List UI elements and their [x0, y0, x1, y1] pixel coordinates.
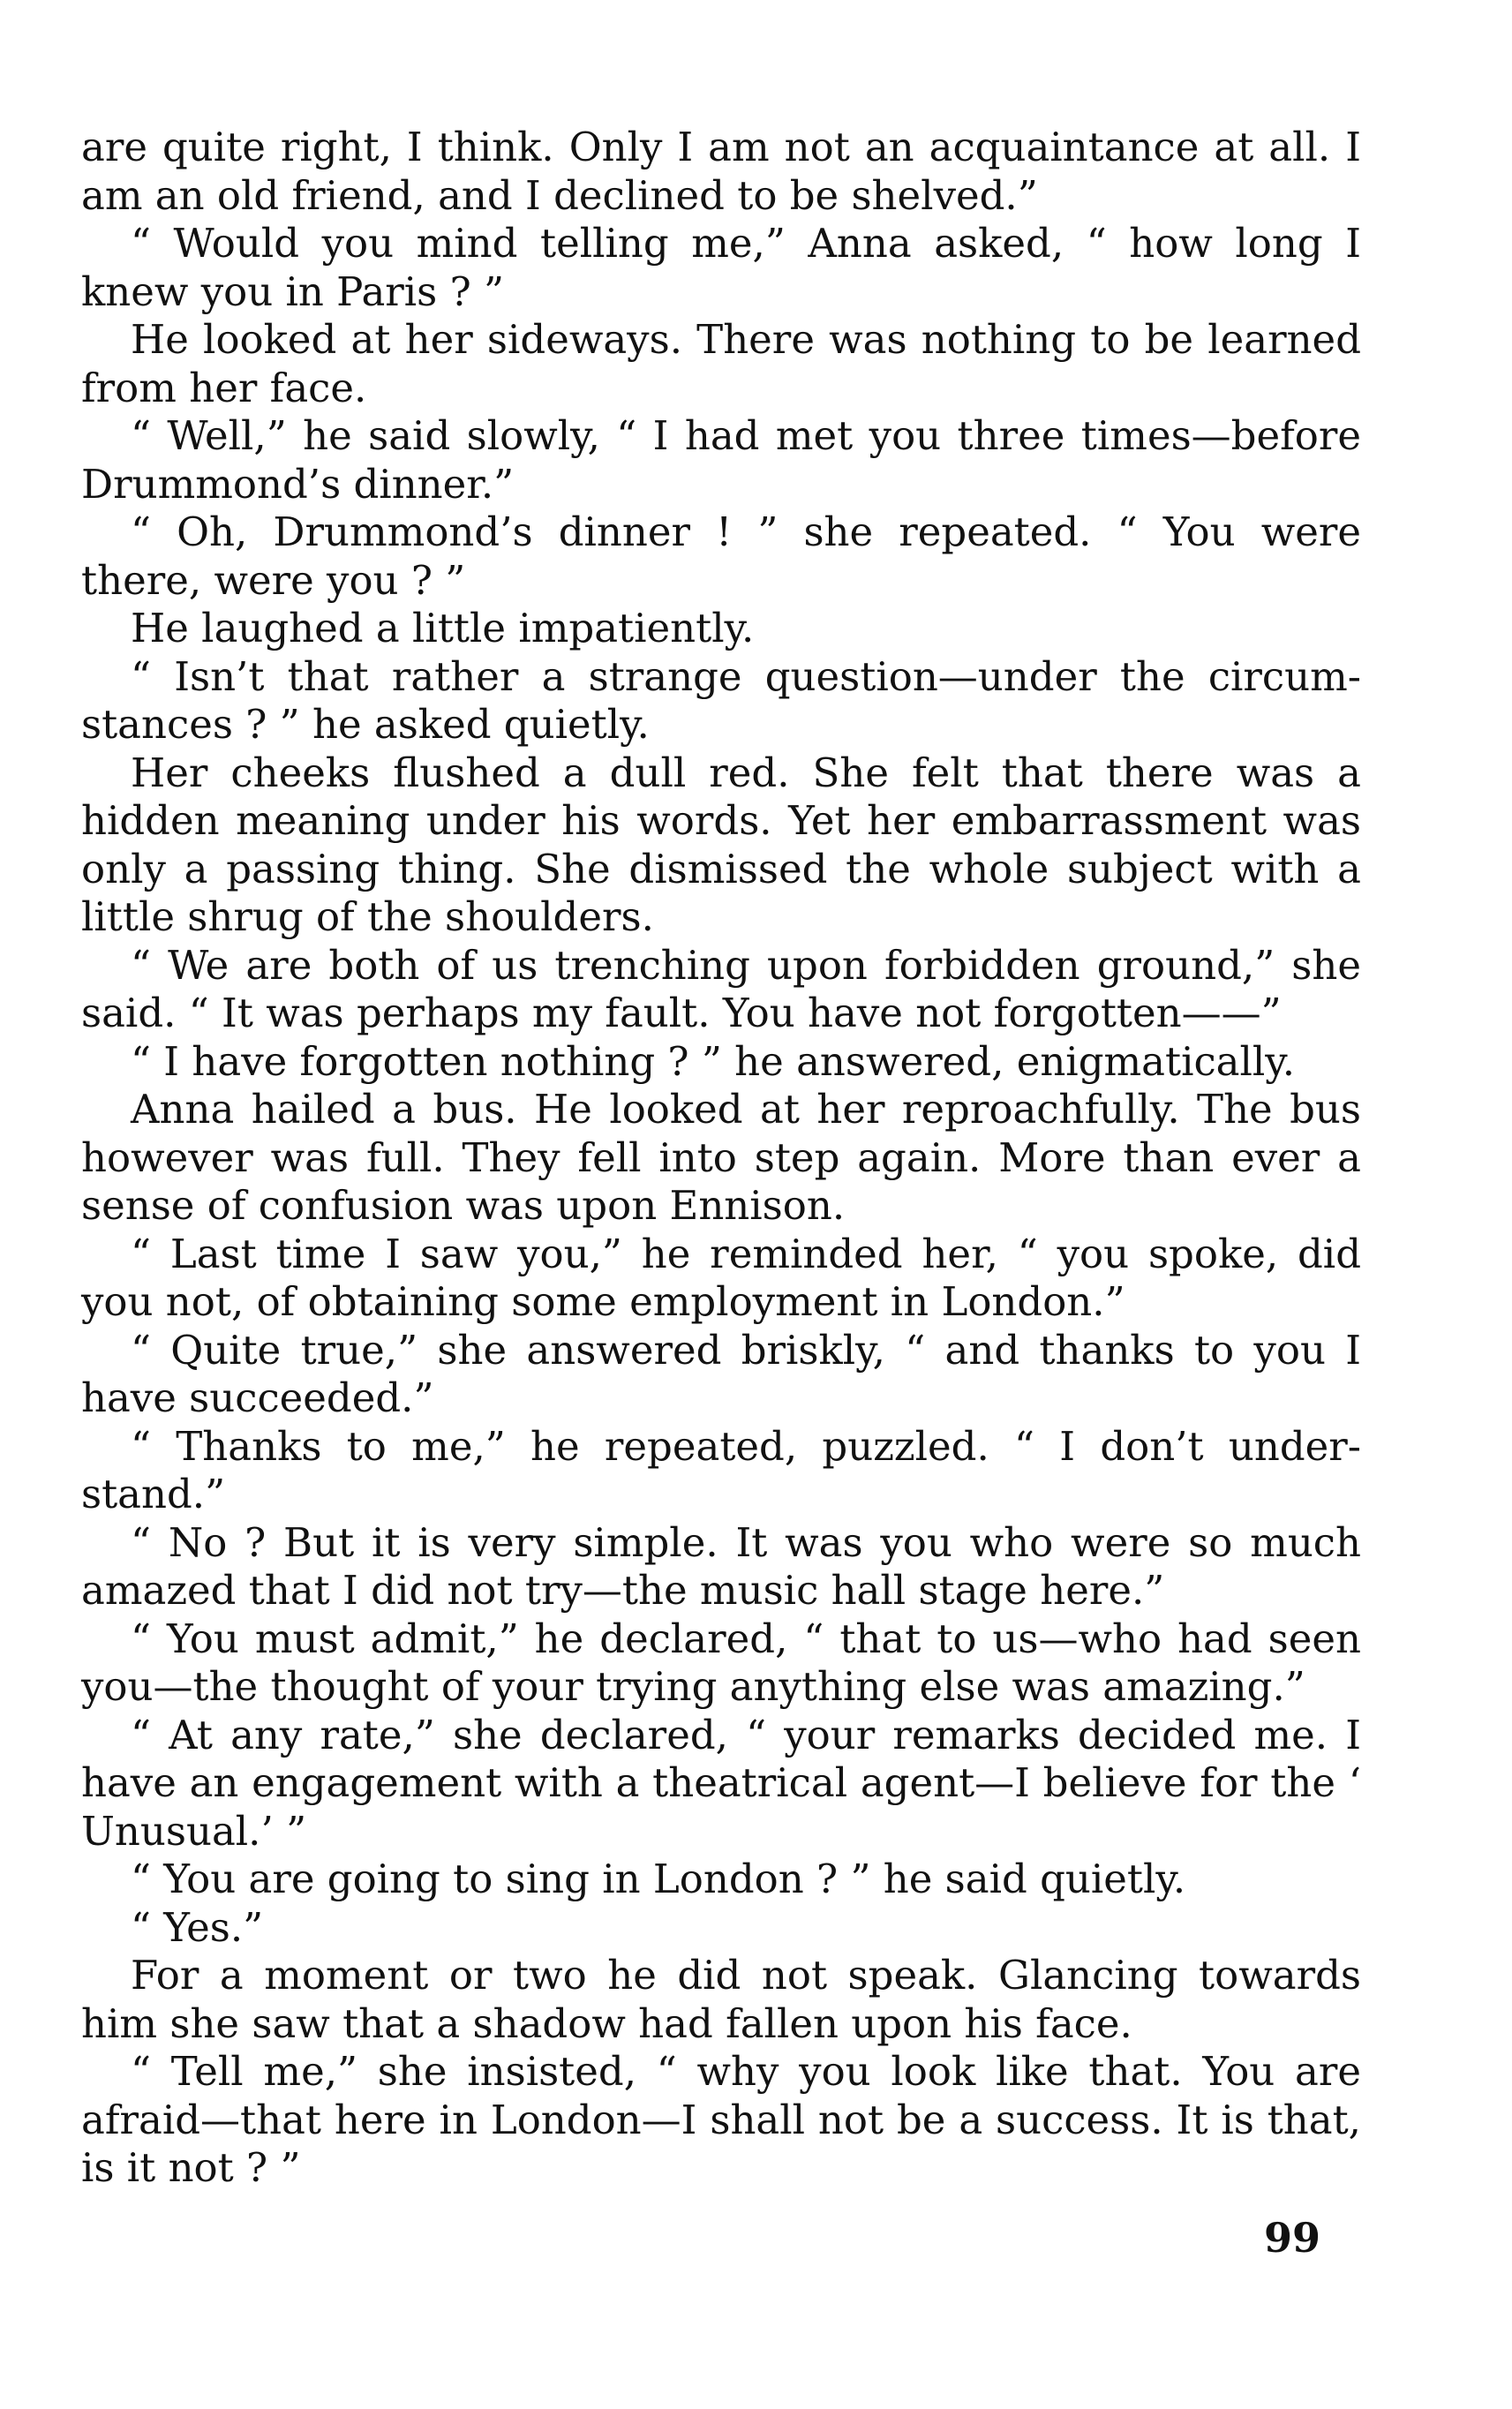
paragraph: “ I have forgotten nothing ? ” he answered, enigmatically.: [131, 1037, 1296, 1085]
paragraph: Anna hailed a bus. He looked at her reproachfully. The bus however was full. They fell into step again. More than ever a sense of confusion was upon Ennison.: [81, 1086, 1361, 1229]
paragraph: “ Quite true,” she answered briskly, “ and thanks to you I have succeeded.”: [81, 1326, 1361, 1421]
paragraph: “ Isn’t that rather a strange question—under the circum-stances ? ” he asked quietly.: [81, 652, 1361, 748]
paragraph: “ We are both of us trenching upon forbidden ground,” she said. “ It was perhaps my fault. You have not forgotten——”: [81, 941, 1361, 1036]
paragraph: “ Tell me,” she insisted, “ why you look like that. You are afraid—that here in London—I shall not be a success. It is that, is it not ? ”: [81, 2048, 1361, 2191]
paragraph: “ Thanks to me,” he repeated, puzzled. “ I don’t under-stand.”: [81, 1422, 1361, 1517]
paragraph: “ No ? But it is very simple. It was you who were so much amazed that I did not try—the music hall stage here.”: [81, 1518, 1361, 1614]
paragraph: “ You must admit,” he declared, “ that to us—who had seen you—the thought of your trying anything else was amazing.”: [81, 1615, 1361, 1710]
paragraph: Her cheeks flushed a dull red. She felt that there was a hidden meaning under his words. Yet her embarrassment was only a passing thing. She dismissed the whole subject with a little shrug of the shoulders.: [81, 749, 1361, 940]
paragraph: “ Yes.”: [131, 1903, 264, 1951]
paragraph: “ Last time I saw you,” he reminded her, “ you spoke, did you not, of obtaining some employment in London.”: [81, 1230, 1361, 1325]
paragraph: He laughed a little impatiently.: [131, 605, 755, 651]
paragraph: He looked at her sideways. There was nothing to be learned from her face.: [81, 316, 1361, 411]
paragraph: “ Oh, Drummond’s dinner ! ” she repeated. “ You were there, were you ? ”: [81, 508, 1361, 604]
page-body: [81, 124, 1361, 2193]
paragraph: “ At any rate,” she declared, “ your remarks decided me. I have an engagement with a theatrical agent—I believe for the ‘ Unusual.’ ”: [81, 1711, 1361, 1855]
paragraph: For a moment or two he did not speak. Glancing towards him she saw that a shadow had fallen upon his face.: [81, 1952, 1361, 2047]
paragraph: are quite right, I think. Only I am not an acquaintance at all. I am an old friend, and I declined to be shelved.”: [81, 124, 1361, 219]
paragraph: “ Would you mind telling me,” Anna asked, “ how long I knew you in Paris ? ”: [81, 220, 1361, 315]
paragraph: “ Well,” he said slowly, “ I had met you three times—before Drummond’s dinner.”: [81, 412, 1361, 508]
page-number: 99: [1264, 2214, 1321, 2262]
paragraph: “ You are going to sing in London ? ” he said quietly.: [131, 1856, 1186, 1902]
